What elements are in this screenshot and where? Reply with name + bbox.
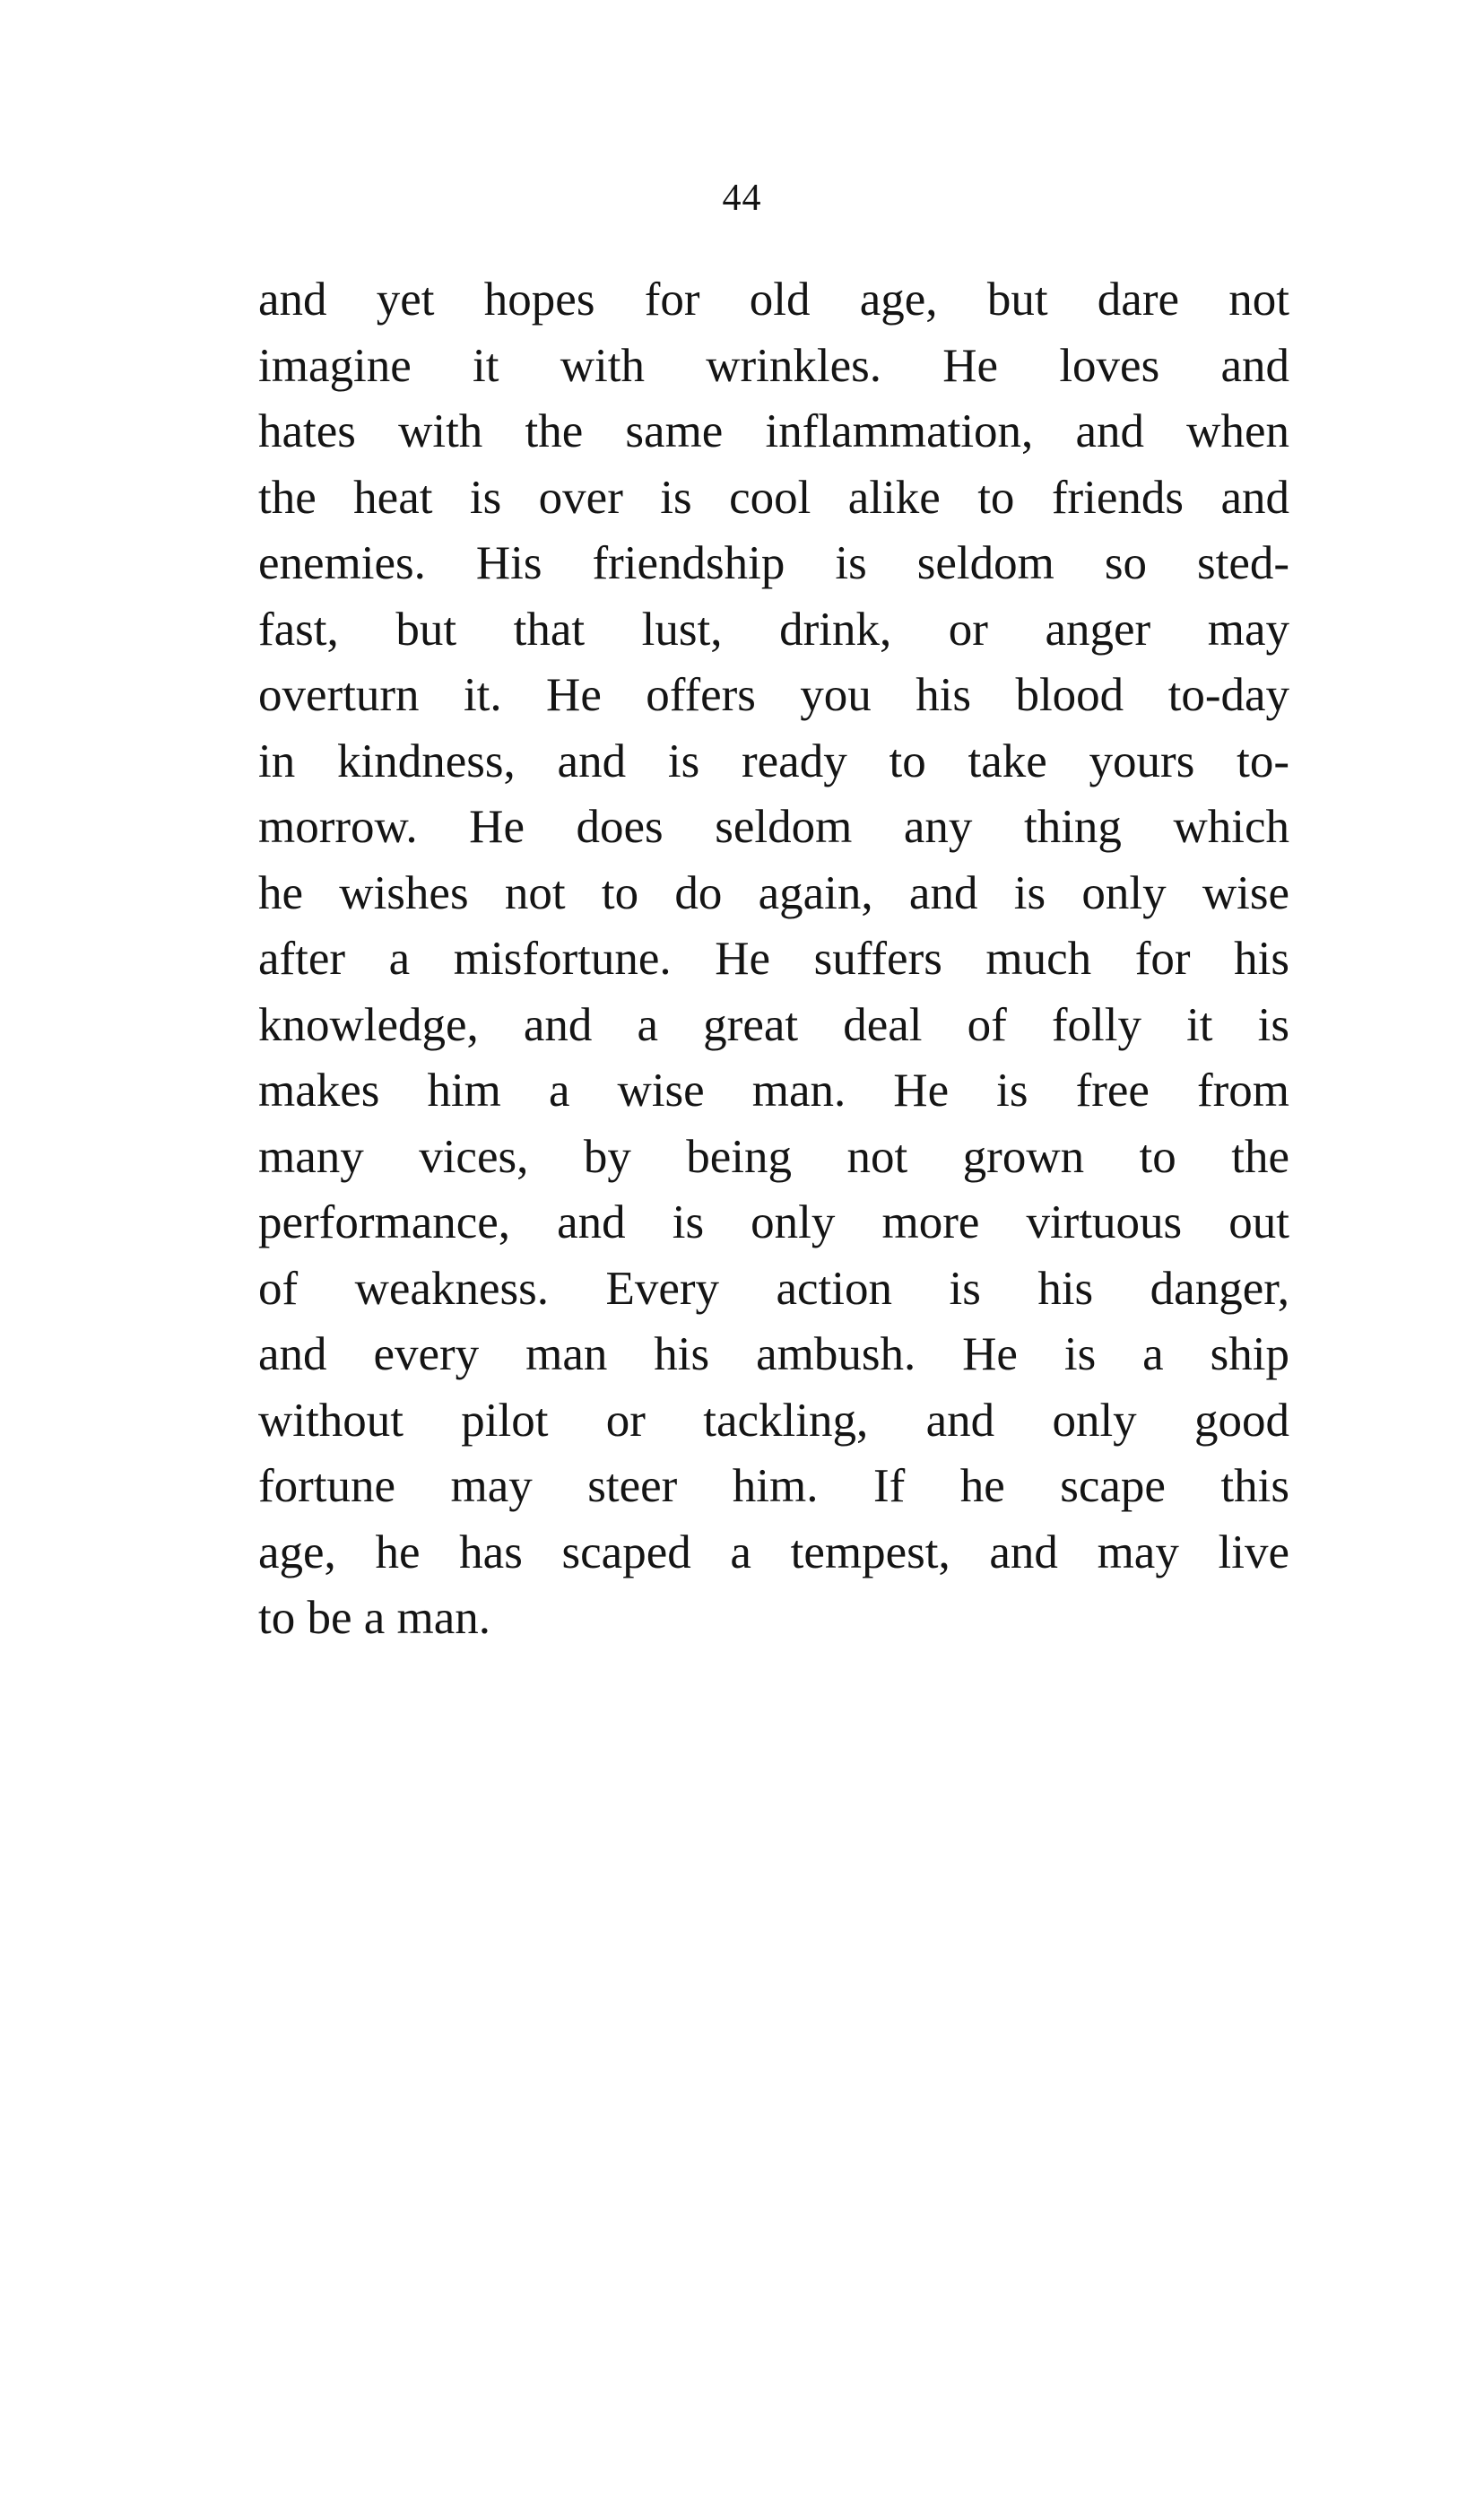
text-line: performance, and is only more virtuous out [258, 1196, 1289, 1248]
text-line: fast, but that lust, drink, or anger may [258, 603, 1289, 656]
text-line: of weakness. Every action is his danger, [258, 1262, 1289, 1315]
text-line: morrow. He does seldom any thing which [258, 801, 1289, 853]
text-line: and every man his ambush. He is a ship [258, 1328, 1289, 1380]
text-line: makes him a wise man. He is free from [258, 1065, 1289, 1117]
text-line: enemies. His friendship is seldom so sted- [258, 537, 1289, 589]
text-line: without pilot or tackling, and only good [258, 1394, 1289, 1447]
text-line: and yet hopes for old age, but dare not [258, 274, 1289, 326]
text-line: hates with the same inflammation, and when [258, 405, 1289, 457]
text-line: many vices, by being not grown to the [258, 1130, 1289, 1183]
text-line: the heat is over is cool alike to friends and [258, 471, 1289, 524]
text-line: knowledge, and a great deal of folly it is [258, 998, 1289, 1051]
text-line: overturn it. He offers you his blood to-day [258, 669, 1289, 721]
page-number: 44 [722, 178, 762, 219]
body-text [258, 267, 1289, 1652]
text-line: imagine it with wrinkles. He loves and [258, 339, 1289, 392]
text-line: in kindness, and is ready to take yours to- [258, 735, 1289, 787]
text-line: he wishes not to do again, and is only wise [258, 866, 1289, 919]
text-line: fortune may steer him. If he scape this [258, 1460, 1289, 1512]
text-line: after a misfortune. He suffers much for his [258, 933, 1289, 985]
text-line: to be a man. [258, 1592, 491, 1644]
text-line: age, he has scaped a tempest, and may live [258, 1526, 1289, 1578]
